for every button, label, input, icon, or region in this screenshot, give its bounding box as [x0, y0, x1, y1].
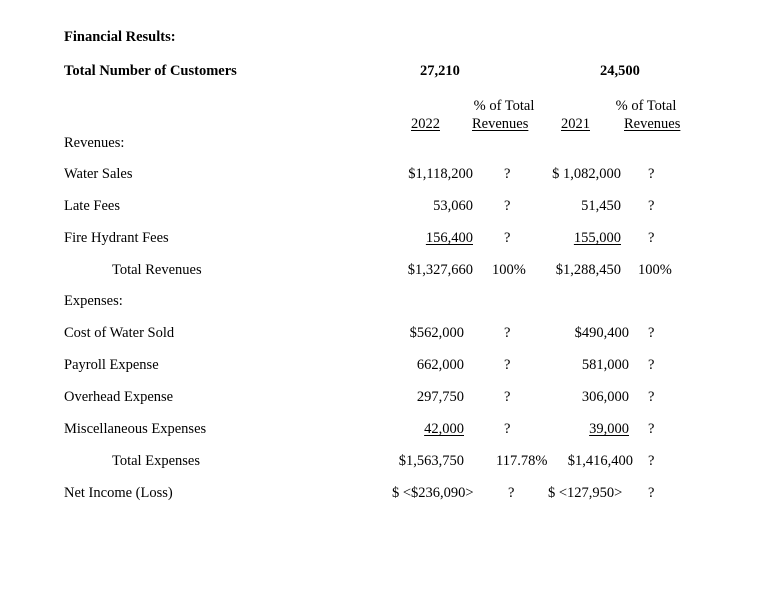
misc-label: Miscellaneous Expenses [64, 421, 207, 437]
expenses-section-label: Expenses: [64, 293, 123, 309]
total-expenses-label: Total Expenses [112, 453, 200, 469]
overhead-pct-2022: ? [504, 389, 511, 405]
fire-hydrant-2021-value: 155,000 [573, 230, 621, 246]
misc-2021 [500, 421, 629, 438]
misc-2022-value: 42,000 [424, 421, 464, 437]
pct-header-2021-line2: Revenues [624, 116, 681, 132]
fire-hydrant-pct-2021: ? [648, 230, 655, 246]
overhead-label: Overhead Expense [64, 389, 174, 405]
total-expenses-pct-2021: ? [648, 453, 655, 469]
payroll-pct-2022: ? [504, 357, 511, 373]
water-sales-pct-2022: ? [504, 166, 511, 182]
payroll-label: Payroll Expense [64, 357, 159, 373]
year-2021-header: 2021 [561, 116, 590, 132]
pct-header-2022-line1: % of Total [473, 98, 535, 114]
overhead-2022: 297,750 [416, 389, 464, 405]
misc-pct-2021: ? [648, 421, 655, 437]
late-fees-pct-2021: ? [648, 198, 655, 214]
revenues-section-label: Revenues: [64, 135, 125, 151]
misc-pct-2022: ? [504, 421, 511, 437]
year-2022-header: 2022 [411, 116, 440, 132]
fire-hydrant-2022 [360, 230, 473, 247]
cost-water-pct-2021: ? [648, 325, 655, 341]
total-revenues-2021: $1,288,450 [555, 262, 621, 278]
late-fees-pct-2022: ? [504, 198, 511, 214]
payroll-2021: 581,000 [581, 357, 629, 373]
total-expenses-2022: $1,563,750 [398, 453, 464, 469]
cost-water-label: Cost of Water Sold [64, 325, 175, 341]
late-fees-2021: 51,450 [581, 198, 621, 214]
cost-water-2022: $562,000 [409, 325, 464, 341]
fire-hydrant-label: Fire Hydrant Fees [64, 230, 169, 246]
total-revenues-pct-2021: 100% [638, 262, 672, 278]
misc-2022 [360, 421, 464, 438]
pct-header-2021-line1: % of Total [615, 98, 677, 114]
total-revenues-label: Total Revenues [112, 262, 202, 278]
fire-hydrant-pct-2022: ? [504, 230, 511, 246]
water-sales-pct-2021: ? [648, 166, 655, 182]
customers-label: Total Number of Customers [64, 63, 237, 79]
total-expenses-pct-2022: 117.78% [496, 453, 548, 469]
net-income-pct-2022: ? [508, 485, 515, 501]
net-income-2021: $ <127,950> [548, 485, 623, 501]
fire-hydrant-2021 [500, 230, 621, 247]
heading: Financial Results: [64, 29, 176, 45]
late-fees-2022: 53,060 [433, 198, 473, 214]
cost-water-2021: $490,400 [574, 325, 629, 341]
fire-hydrant-2022-value: 156,400 [425, 230, 473, 246]
payroll-pct-2021: ? [648, 357, 655, 373]
customers-2022: 27,210 [420, 63, 460, 79]
net-income-label: Net Income (Loss) [64, 485, 173, 501]
total-revenues-pct-2022: 100% [492, 262, 526, 278]
pct-header-2022-line2: Revenues [472, 116, 529, 132]
overhead-pct-2021: ? [648, 389, 655, 405]
cost-water-pct-2022: ? [504, 325, 511, 341]
net-income-2022: $ <$236,090> [392, 485, 474, 501]
water-sales-label: Water Sales [64, 166, 133, 182]
net-income-pct-2021: ? [648, 485, 655, 501]
late-fees-label: Late Fees [64, 198, 120, 214]
misc-2021-value: 39,000 [589, 421, 629, 437]
customers-2021: 24,500 [600, 63, 640, 79]
overhead-2021: 306,000 [581, 389, 629, 405]
total-expenses-2021: $1,416,400 [567, 453, 633, 469]
total-revenues-2022: $1,327,660 [407, 262, 473, 278]
water-sales-2021: $ 1,082,000 [552, 166, 621, 182]
payroll-2022: 662,000 [416, 357, 464, 373]
water-sales-2022: $1,118,200 [408, 166, 473, 182]
